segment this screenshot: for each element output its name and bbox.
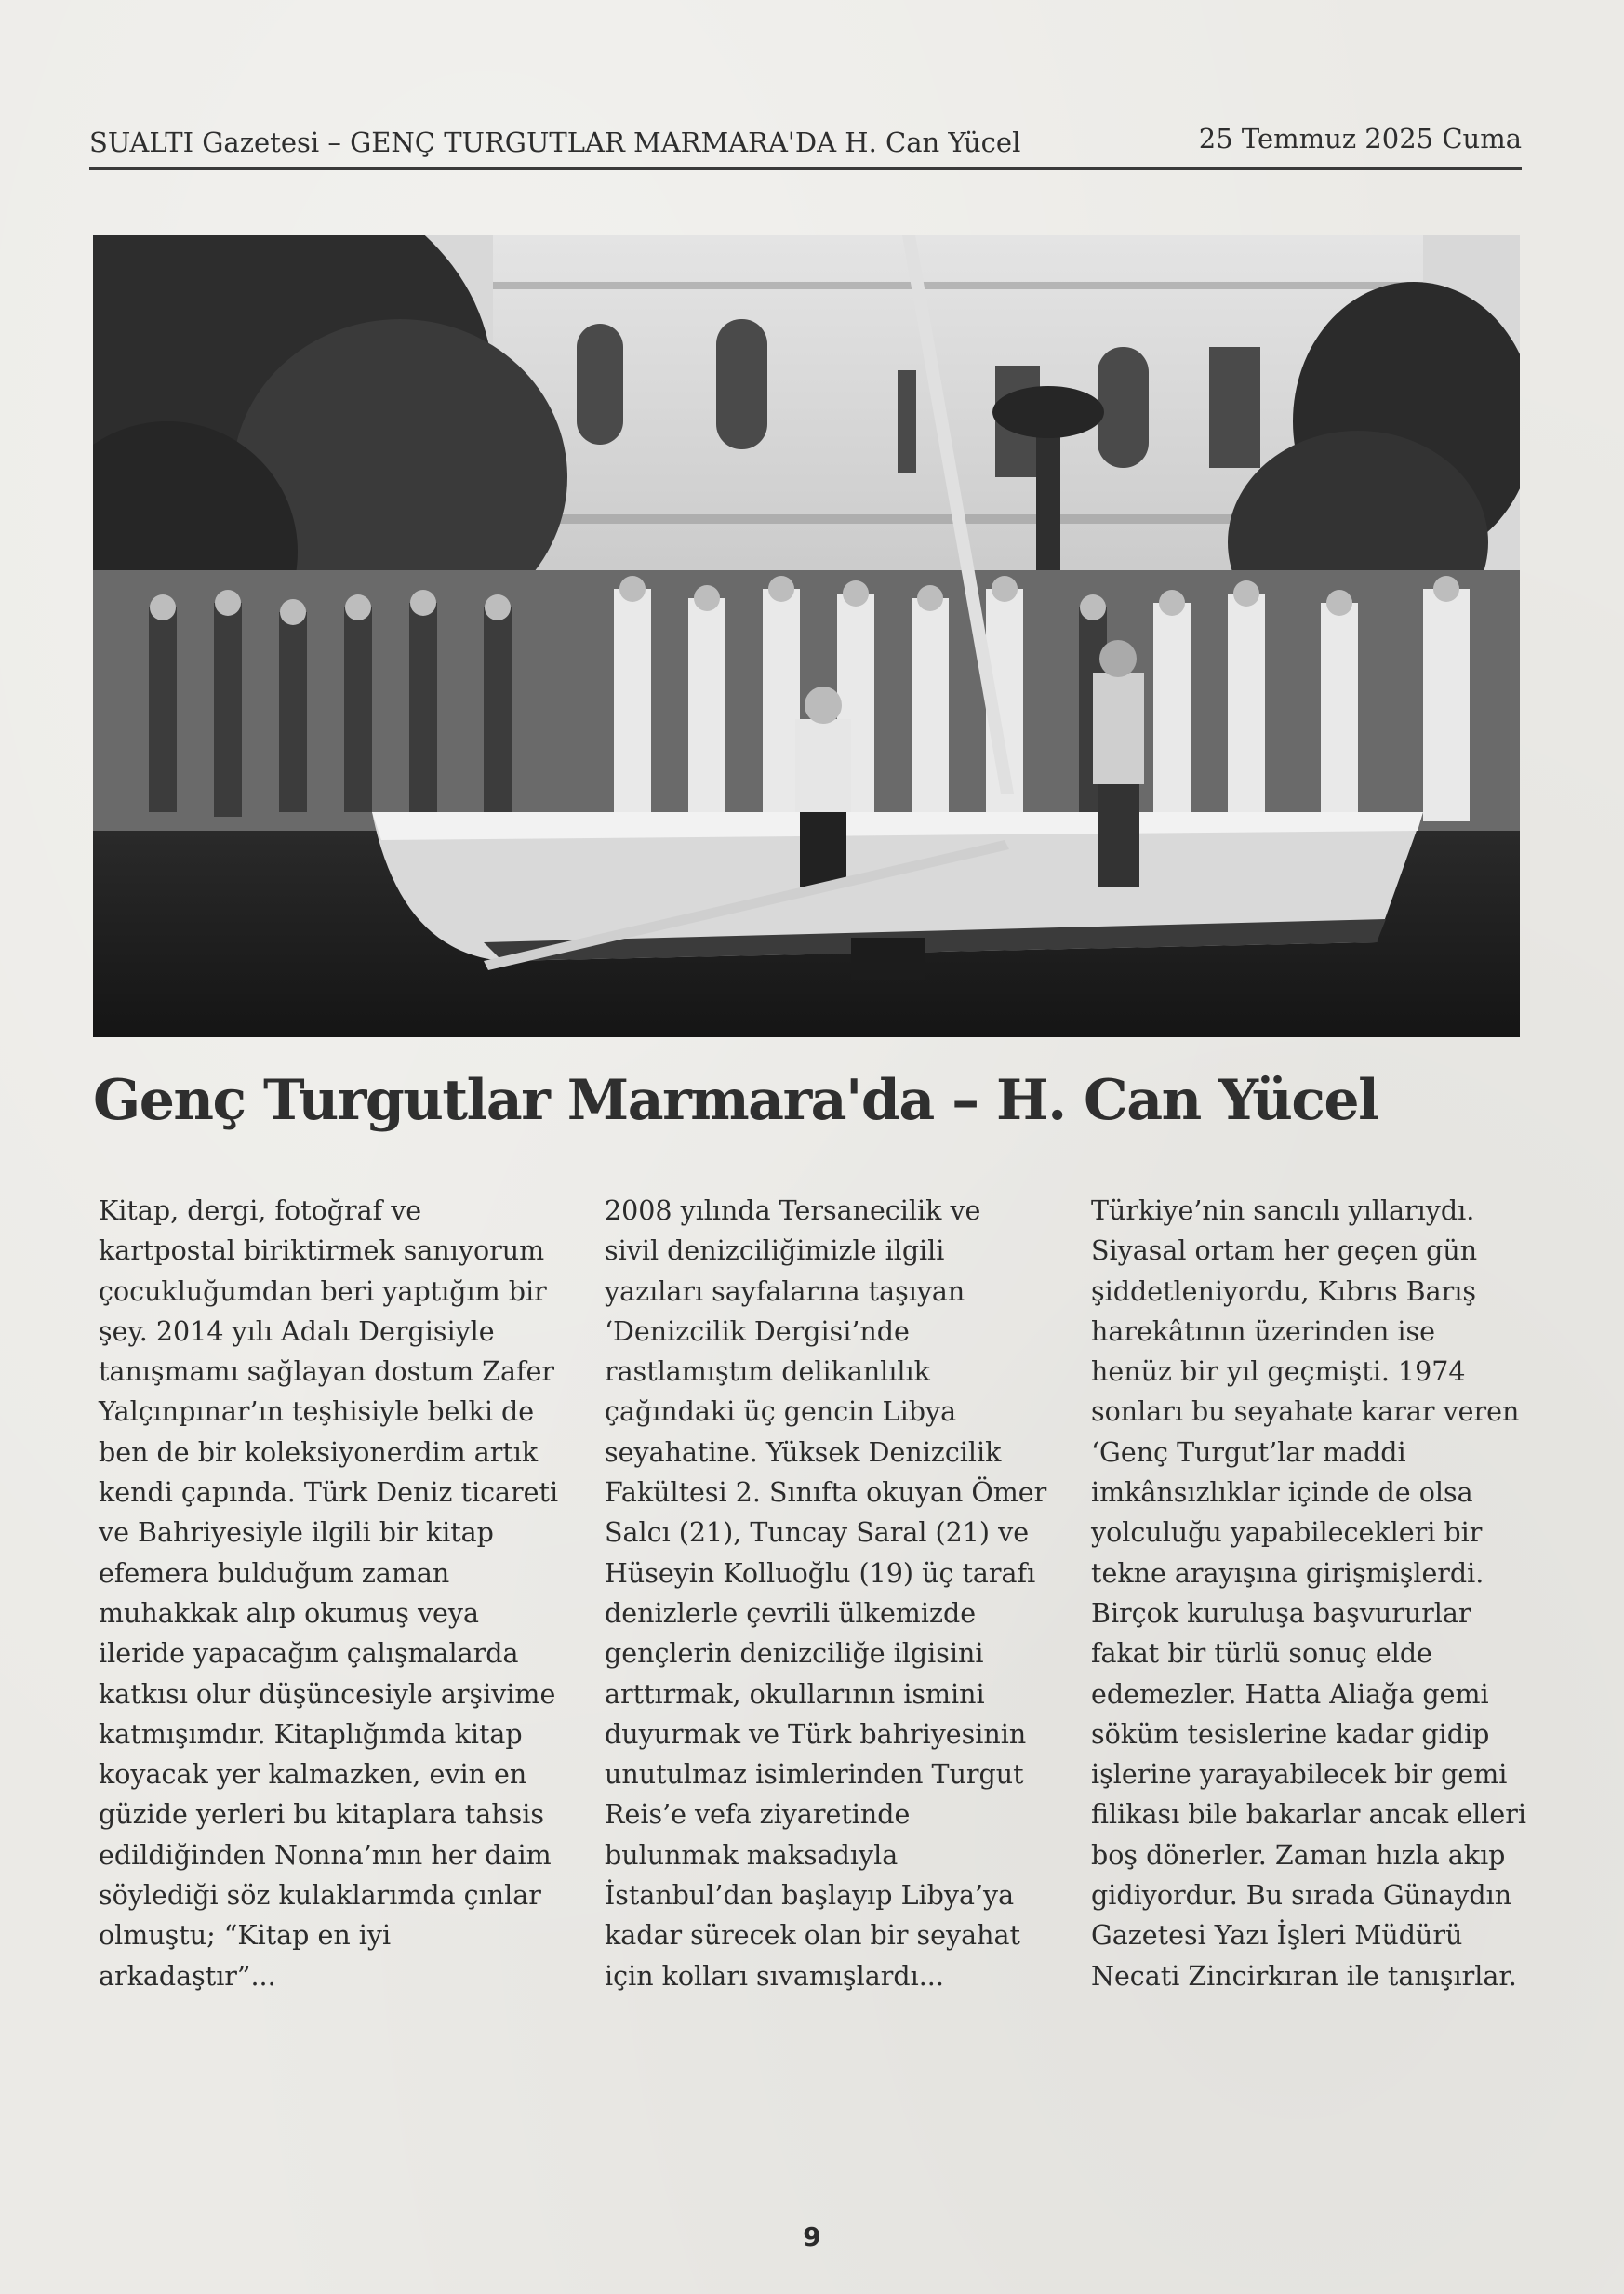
article-text-line: koyacak yer kalmazken, evin en (99, 1759, 527, 1791)
article-text-line: Kitap, dergi, fotoğraf ve (99, 1195, 422, 1226)
article-text-line: imkânsızlıklar içinde de olsa (1091, 1477, 1473, 1509)
article-text-line: rastlamıştım delikanlılık (605, 1356, 930, 1388)
publication-date: 25 Temmuz 2025 Cuma (1198, 123, 1522, 154)
article-text-line: ‘Genç Turgut’lar maddi (1091, 1436, 1406, 1468)
article-text-line: Reis’e vefa ziyaretinde (605, 1799, 911, 1831)
article-text-line: muhakkak alıp okumuş veya (99, 1597, 480, 1629)
article-text-line: kendi çapında. Türk Deniz ticareti (99, 1477, 559, 1509)
article-text-line: seyahatine. Yüksek Denizcilik (605, 1436, 1002, 1468)
article-text-line: Salcı (21), Tuncay Saral (21) ve (605, 1517, 1030, 1549)
article-text-line: harekâtının üzerinden ise (1091, 1315, 1436, 1347)
article-text-line: fakat bir türlü sonuç elde (1091, 1638, 1432, 1670)
article-text-line: çağındaki üç gencin Libya (605, 1396, 957, 1428)
article-text-line: edildiğinden Nonna’mın her daim (99, 1839, 552, 1871)
article-column-1 (99, 1191, 564, 1996)
article-text-line: Hüseyin Kolluoğlu (19) üç tarafı (605, 1557, 1036, 1589)
article-text-line: yolculuğu yapabilecekleri bir (1091, 1517, 1483, 1549)
article-text-line: ‘Denizcilik Dergisi’nde (605, 1315, 910, 1347)
article-text-line: Siyasal ortam her geçen gün (1091, 1235, 1478, 1267)
article-text-line: denizlerle çevrili ülkemizde (605, 1597, 977, 1629)
article-text-line: efemera bulduğum zaman (99, 1557, 450, 1589)
article-text-line: henüz bir yıl geçmişti. 1974 (1091, 1356, 1466, 1388)
article-text-line: edemezler. Hatta Aliağa gemi (1091, 1678, 1489, 1710)
article-text-line: şey. 2014 yılı Adalı Dergisiyle (99, 1315, 495, 1347)
article-text-line: gidiyordur. Bu sırada Günaydın (1091, 1880, 1512, 1912)
article-text-line: ben de bir koleksiyonerdim artık (99, 1436, 539, 1468)
article-text-line: Fakültesi 2. Sınıfta okuyan Ömer (605, 1477, 1047, 1509)
article-text-line: katmışımdır. Kitaplığımda kitap (99, 1718, 523, 1750)
article-column-2 (605, 1191, 1051, 1996)
article-text-line: kadar sürecek olan bir seyahat (605, 1920, 1020, 1952)
article-text-line: bulunmak maksadıyla (605, 1839, 899, 1871)
page-header (89, 123, 1522, 170)
article-text-line: çocukluğumdan beri yaptığım bir (99, 1275, 547, 1307)
article-text-line: Necati Zincirkıran ile tanışırlar. (1091, 1960, 1517, 1992)
article-text-line: Gazetesi Yazı İşleri Müdürü (1091, 1920, 1463, 1952)
article-text-line: tekne arayışına girişmişlerdi. (1091, 1557, 1484, 1589)
article-text-line: ve Bahriyesiyle ilgili bir kitap (99, 1517, 494, 1549)
article-text-line: sivil denizciliğimizle ilgili (605, 1235, 945, 1267)
article-text-line: arttırmak, okullarının ismini (605, 1678, 985, 1710)
article-text-line: Birçok kuruluşa başvururlar (1091, 1597, 1471, 1629)
article-text-line: için kolları sıvamışlardı... (605, 1960, 944, 1992)
article-text-line: ileride yapacağım çalışmalarda (99, 1638, 519, 1670)
article-photo (93, 235, 1520, 1037)
article-text-line: güzide yerleri bu kitaplara tahsis (99, 1799, 544, 1831)
black-and-white-photo-icon (93, 235, 1520, 1037)
article-text-line: katkısı olur düşüncesiyle arşivime (99, 1678, 556, 1710)
article-text-line: işlerine yarayabilecek bir gemi (1091, 1759, 1508, 1791)
article-text-line: filikası bile bakarlar ancak elleri (1091, 1799, 1526, 1831)
article-text-line: söylediği söz kulaklarımda çınlar (99, 1880, 541, 1912)
article-text-line: söküm tesislerine kadar gidip (1091, 1718, 1490, 1750)
article-text-line: duyurmak ve Türk bahriyesinin (605, 1718, 1027, 1750)
article-text-line: unutulmaz isimlerinden Turgut (605, 1759, 1024, 1791)
article-text-line: tanışmamı sağlayan dostum Zafer (99, 1356, 554, 1388)
article-text-line: arkadaştır”... (99, 1960, 276, 1992)
article-title: Genç Turgutlar Marmara'da – H. Can Yücel (93, 1068, 1378, 1133)
article-text-line: yazıları sayfalarına taşıyan (605, 1275, 965, 1307)
article-text-line: İstanbul’dan başlayıp Libya’ya (605, 1880, 1015, 1912)
article-text-line: sonları bu seyahate karar veren (1091, 1396, 1520, 1428)
publication-title: SUALTI Gazetesi – GENÇ TURGUTLAR MARMARA'DA H. Can Yücel (89, 127, 1021, 158)
article-text-line: 2008 yılında Tersanecilik ve (605, 1195, 981, 1226)
page-number: 9 (803, 2221, 821, 2252)
article-text-line: kartpostal biriktirmek sanıyorum (99, 1235, 545, 1267)
article-text-line: Türkiye’nin sancılı yıllarıydı. (1091, 1195, 1475, 1226)
article-text-line: Yalçınpınar’ın teşhisiyle belki de (99, 1396, 535, 1428)
article-text-line: boş dönerler. Zaman hızla akıp (1091, 1839, 1506, 1871)
article-column-3 (1091, 1191, 1537, 1996)
article-text-line: olmuştu; “Kitap en iyi (99, 1920, 392, 1952)
article-text-line: gençlerin denizciliğe ilgisini (605, 1638, 984, 1670)
article-text-line: şiddetleniyordu, Kıbrıs Barış (1091, 1275, 1476, 1307)
